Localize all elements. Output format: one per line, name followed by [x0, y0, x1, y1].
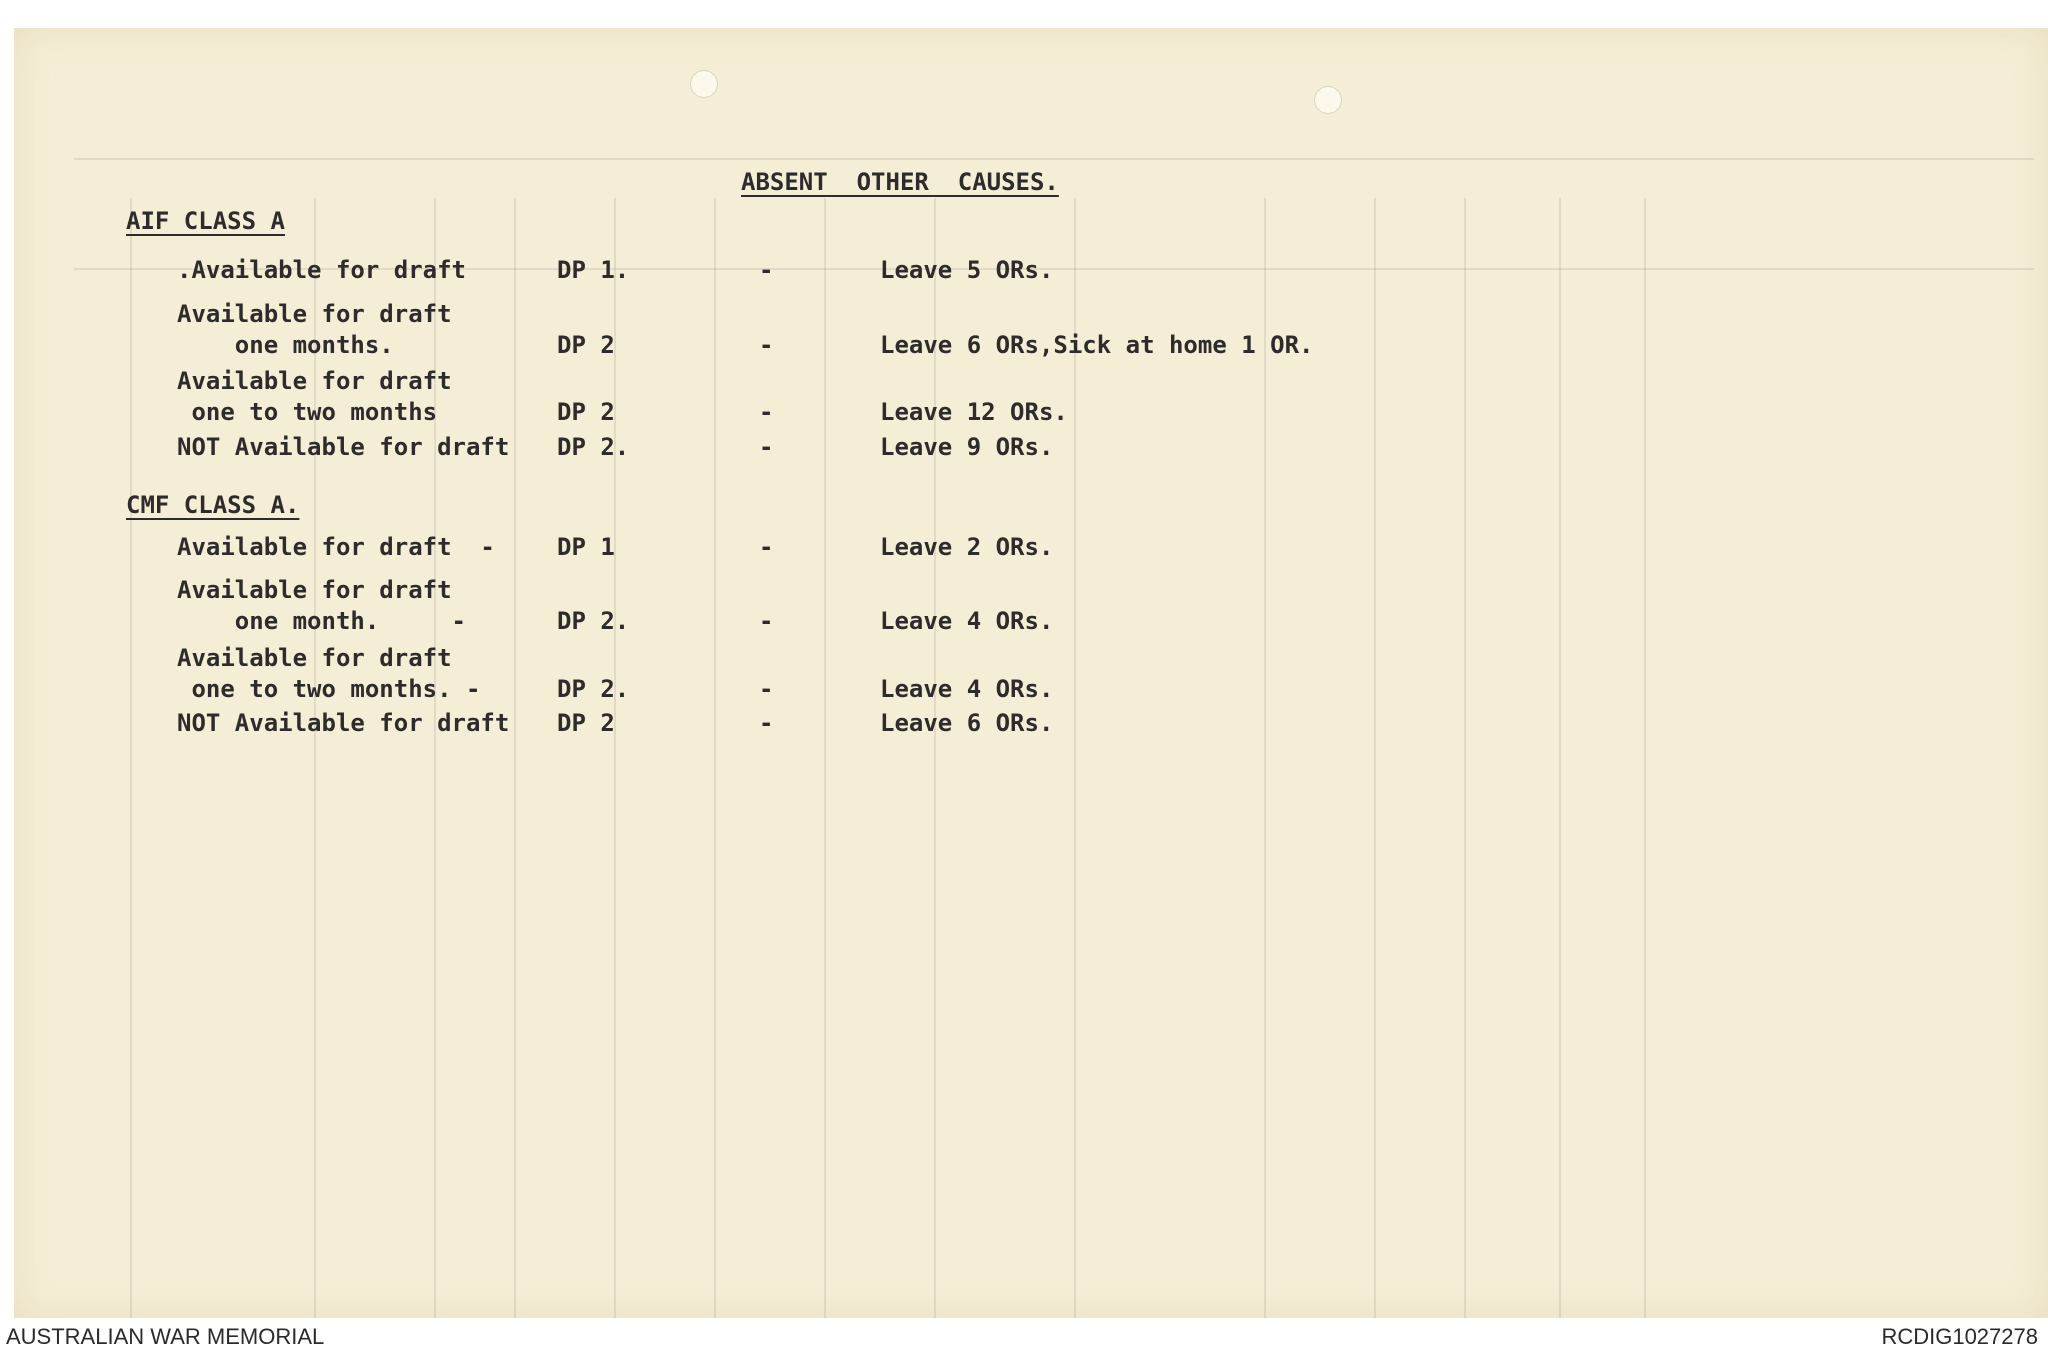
row-note: Leave 12 ORs. [880, 398, 1068, 426]
row-label-line: Available for draft [177, 644, 452, 672]
row-note: Leave 4 ORs. [880, 675, 1054, 703]
row-dash: - [759, 533, 774, 561]
row-label-line: one to two months [177, 398, 438, 426]
row-dp: DP 2. [557, 607, 630, 635]
section-heading: AIF CLASS A [126, 207, 285, 235]
row-note: Leave 9 ORs. [880, 433, 1054, 461]
row-dash: - [759, 398, 774, 426]
punch-hole-left [690, 70, 718, 98]
row-label-line: Available for draft [177, 367, 452, 395]
row-label-line: NOT Available for draft [177, 709, 510, 737]
row-label-line: Available for draft [177, 300, 452, 328]
row-dash: - [759, 256, 774, 284]
row-label-line: one to two months. - [177, 675, 481, 703]
punch-hole-right [1314, 86, 1342, 114]
row-dp: DP 2 [557, 398, 615, 426]
row-dp: DP 2 [557, 331, 615, 359]
row-label-line: .Available for draft [177, 256, 466, 284]
row-note: Leave 2 ORs. [880, 533, 1054, 561]
row-dash: - [759, 675, 774, 703]
row-dash: - [759, 709, 774, 737]
footer-institution: AUSTRALIAN WAR MEMORIAL [6, 1324, 325, 1349]
row-label-line: one months. [177, 331, 394, 359]
row-note: Leave 5 ORs. [880, 256, 1054, 284]
row-label-line: Available for draft - [177, 533, 495, 561]
row-label-line: NOT Available for draft [177, 433, 510, 461]
row-dash: - [759, 433, 774, 461]
row-dp: DP 2. [557, 433, 630, 461]
row-dp: DP 1. [557, 256, 630, 284]
row-dash: - [759, 607, 774, 635]
row-dash: - [759, 331, 774, 359]
row-dp: DP 2 [557, 709, 615, 737]
row-label-line: Available for draft [177, 576, 452, 604]
row-dp: DP 2. [557, 675, 630, 703]
row-label-line: one month. - [177, 607, 466, 635]
footer-record-id: RCDIG1027278 [1881, 1324, 2038, 1349]
row-note: Leave 6 ORs,Sick at home 1 OR. [880, 331, 1314, 359]
row-dp: DP 1 [557, 533, 615, 561]
section-heading: CMF CLASS A. [126, 491, 300, 519]
document-title: ABSENT OTHER CAUSES. [741, 168, 1059, 196]
paper-sheet [14, 28, 2048, 1318]
row-note: Leave 6 ORs. [880, 709, 1054, 737]
row-note: Leave 4 ORs. [880, 607, 1054, 635]
